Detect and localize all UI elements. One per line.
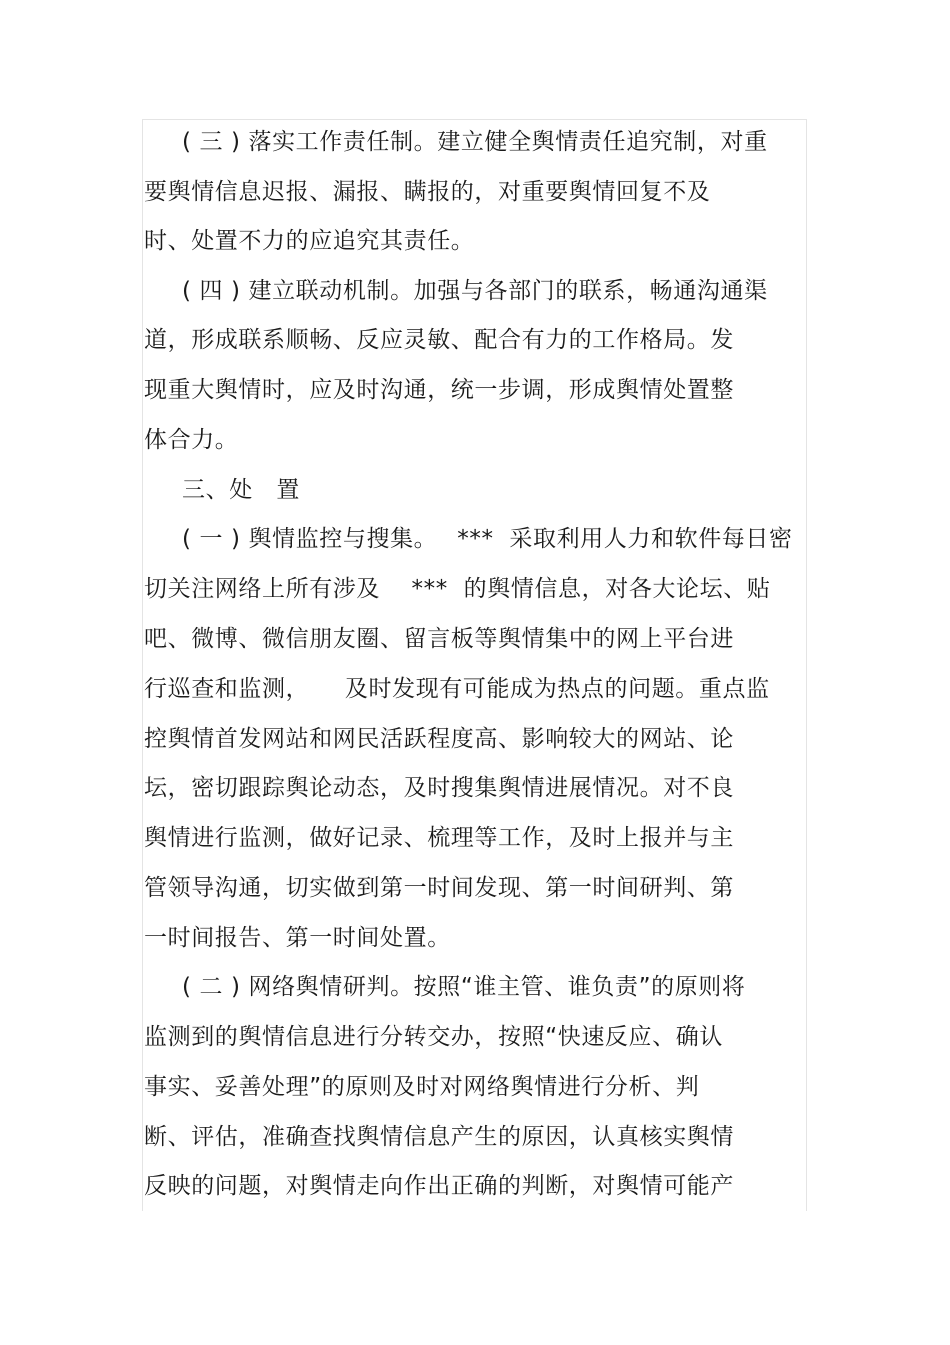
paragraph-line: 一时间报告、第一时间处置。 (144, 925, 451, 951)
paragraph-line: 道，形成联系顺畅、反应灵敏、配合有力的工作格局。发 (144, 327, 734, 353)
paragraph-line: 吧、微博、微信朋友圈、留言板等舆情集中的网上平台进 (144, 626, 734, 652)
paragraph-line: 行巡查和监测， 及时发现有可能成为热点的问题。重点监 (144, 676, 770, 702)
paragraph-line: 反映的问题，对舆情走向作出正确的判断，对舆情可能产 (144, 1173, 734, 1199)
paragraph-line: 坛，密切跟踪舆论动态，及时搜集舆情进展情况。对不良 (144, 775, 734, 801)
paragraph-line: 控舆情首发网站和网民活跃程度高、影响较大的网站、论 (144, 726, 734, 752)
paragraph-heading-3: ( 三 ) 落实工作责任制。建立健全舆情责任追究制，对重 (182, 129, 768, 155)
paragraph-line: 事实、妥善处理”的原则及时对网络舆情进行分析、判 (144, 1074, 700, 1100)
paragraph-line: 现重大舆情时，应及时沟通，统一步调，形成舆情处置整 (144, 377, 734, 403)
section-heading: 三、处 置 (182, 477, 300, 503)
paragraph-heading-2: ( 二 ) 网络舆情研判。按照“谁主管、谁负责”的原则将 (182, 974, 746, 1000)
paragraph-line: 管领导沟通，切实做到第一时间发现、第一时间研判、第 (144, 875, 734, 901)
paragraph-line: 断、评估，准确查找舆情信息产生的原因，认真核实舆情 (144, 1124, 734, 1150)
paragraph-heading-1: ( 一 ) 舆情监控与搜集。 *** 采取利用人力和软件每日密 (182, 526, 793, 552)
paragraph-line: 舆情进行监测，做好记录、梳理等工作，及时上报并与主 (144, 825, 734, 851)
paragraph-line: 切关注网络上所有涉及 *** 的舆情信息，对各大论坛、贴 (144, 576, 771, 602)
paragraph-heading-4: ( 四 ) 建立联动机制。加强与各部门的联系，畅通沟通渠 (182, 278, 768, 304)
paragraph-line: 监测到的舆情信息进行分转交办，按照“快速反应、确认 (144, 1024, 723, 1050)
paragraph-line: 要舆情信息迟报、漏报、瞒报的，对重要舆情回复不及 (144, 179, 711, 205)
paragraph-line: 时、处置不力的应追究其责任。 (144, 228, 475, 254)
paragraph-line: 体合力。 (144, 427, 239, 453)
